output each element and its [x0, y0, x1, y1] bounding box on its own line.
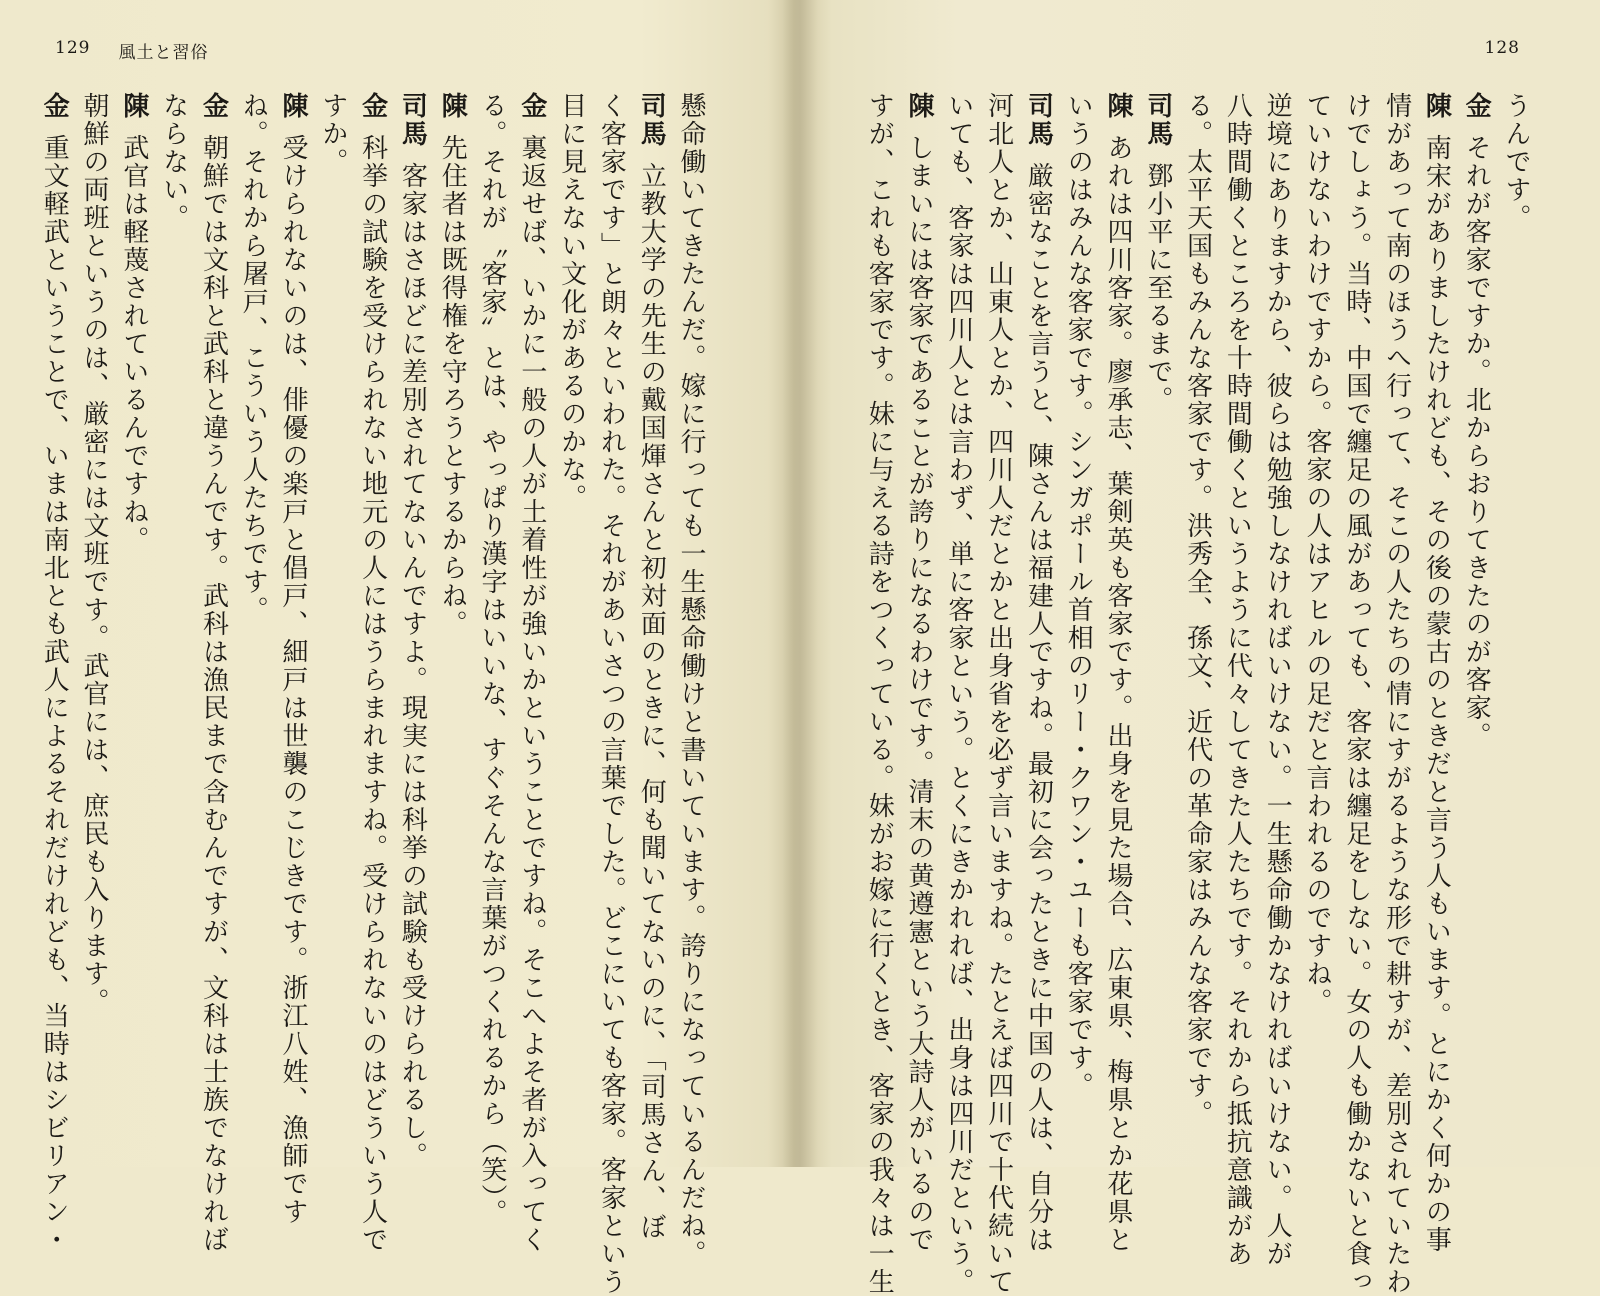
speaker-label: 司馬 — [1023, 92, 1054, 148]
speaker-label: 司馬 — [636, 92, 667, 148]
text-line — [113, 92, 153, 1147]
speaker-label: 司馬 — [1142, 92, 1173, 148]
line-text: 朝鮮では文科と武科と違うんです。武科は漁民まで含むんですが、文科は士族でなければ — [198, 134, 229, 1254]
speaker-label: 陳 — [1421, 92, 1452, 120]
text-line — [630, 92, 670, 1241]
text-line — [551, 92, 591, 1147]
text-line — [670, 92, 710, 1268]
line-text: 懸命働いてきたんだ。嫁に行っても一生懸命働けと書いています。誇りになっているんだね。 — [676, 92, 706, 1268]
line-text: けでしょう。当時、中国で纏足の風があっても、客家は纏足をしない。女の人も働かないと食っ — [1341, 92, 1372, 1296]
text-line — [193, 92, 233, 1254]
speaker-label: 金 — [357, 92, 388, 120]
line-text: 南宋がありましたけれども、その後の蒙古のときだと言う人もいます。とにかく何かの事 — [1421, 134, 1452, 1254]
text-line — [1217, 92, 1257, 1268]
text-line — [978, 92, 1018, 1296]
text-line — [471, 92, 511, 1227]
line-text: 目に見えない文化があるのかな。 — [556, 92, 587, 512]
speaker-label: 司馬 — [397, 92, 428, 148]
text-line — [232, 92, 272, 1147]
text-line — [591, 92, 631, 1296]
line-text: 逆境にありますから、彼らは勉強しなければいけない。一生懸命働かなければいけない。人が — [1262, 92, 1293, 1268]
speaker-label: 金 — [198, 92, 229, 120]
text-line — [1336, 92, 1376, 1296]
speaker-label: 陳 — [278, 92, 309, 120]
line-text: うんです。 — [1501, 92, 1531, 232]
text-line — [392, 92, 432, 1170]
text-line — [312, 92, 352, 1147]
running-title: 風土と習俗 — [118, 43, 209, 63]
text-line — [1376, 92, 1416, 1296]
line-text: しまいには客家であることが誇りになるわけです。清末の黄遵憲という大詩人がいるので — [904, 134, 935, 1254]
right-page-number: 128 — [1484, 38, 1520, 58]
text-line — [898, 92, 938, 1254]
line-text: いうのはみんな客家です。シンガポール首相のリー・クワン・ユーも客家です。 — [1063, 92, 1094, 1100]
line-text: すが、これも客家です。妹に与える詩をつくっている。妹がお嫁に行くとき、客家の我々は一生 — [864, 92, 895, 1296]
line-text: いても、客家は四川人とは言わず、単に客家という。とくにきかれれば、出身は四川だという。 — [943, 92, 974, 1296]
line-text: 厳密なことを言うと、陳さんは福建人ですね。最初に会ったときに中国の人は、自分は — [1023, 162, 1054, 1254]
speaker-label: 金 — [1461, 92, 1492, 120]
text-line — [1137, 92, 1177, 1147]
left-page — [0, 0, 790, 1296]
text-line — [1177, 92, 1217, 1147]
right-page-body — [850, 92, 1535, 1296]
line-text: 武官は軽蔑されているんですね。 — [118, 134, 149, 554]
line-text: すか。 — [317, 92, 348, 176]
line-text: ね。それから屠戸、こういう人たちです。 — [238, 92, 269, 624]
line-text: あれは四川客家。廖承志、葉剣英も客家です。出身を見た場合、広東県、梅県とか花県と — [1103, 134, 1134, 1254]
text-line — [1097, 92, 1137, 1254]
line-text: 立教大学の先生の戴国煇さんと初対面のときに、何も聞いてないのに、「司馬さん、ぼ — [636, 162, 667, 1241]
speaker-label: 陳 — [904, 92, 935, 120]
speaker-label: 陳 — [118, 92, 149, 120]
line-text: それが客家ですか。北からおりてきたのが客家。 — [1461, 134, 1492, 750]
line-text: ならない。 — [158, 92, 189, 232]
text-line — [153, 92, 193, 1147]
text-line — [1495, 92, 1535, 1147]
text-line — [272, 92, 312, 1226]
right-page-header — [1485, 38, 1520, 58]
line-text: 重文軽武ということで、いまは南北とも武人によるそれだけれども、当時はシビリアン・ — [39, 134, 70, 1254]
text-line — [938, 92, 978, 1296]
text-line — [1416, 92, 1456, 1254]
text-line — [73, 92, 113, 1147]
left-page-body — [39, 92, 710, 1296]
line-text: 鄧小平に至るまで。 — [1142, 162, 1173, 414]
line-text: 朝鮮の両班というのは、厳密には文班です。武官には、庶民も入ります。 — [79, 92, 110, 1016]
left-page-header — [55, 38, 208, 63]
line-text: 裏返せば、いかに一般の人が土着性が強いかということですね。そこへよそ者が入ってく — [516, 134, 547, 1254]
line-text: る。太平天国もみんな客家です。洪秀全、孫文、近代の革命家はみんな客家です。 — [1182, 92, 1213, 1128]
line-text: 受けられないのは、俳優の楽戸と倡戸、細戸は世襲のこじきです。浙江八姓、漁師です — [278, 134, 309, 1226]
speaker-label: 陳 — [1103, 92, 1134, 120]
line-text: 先住者は既得権を守ろうとするからね。 — [437, 134, 468, 638]
line-text: 八時間働くところを十時間働くというように代々してきた人たちです。それから抵抗意識があ — [1222, 92, 1253, 1268]
speaker-label: 陳 — [437, 92, 468, 120]
text-line — [431, 92, 471, 1147]
text-line — [1256, 92, 1296, 1268]
text-line — [33, 92, 73, 1254]
line-text: く客家です」と朗々といわれた。それがあいさつの言葉でした。どこにいても客家。客家という — [596, 92, 627, 1296]
text-line — [1296, 92, 1336, 1147]
line-text: る。それが〝客家〟とは、やっぱり漢字はいいな、すぐそんな言葉がつくれるから（笑）。 — [477, 92, 508, 1227]
text-line — [511, 92, 551, 1254]
line-text: 河北人とか、山東人とか、四川人だとかと出身省を必ず言いますね。たとえば四川で十代続いて — [983, 92, 1014, 1296]
line-text: 情があって南のほうへ行って、そこの人たちの情にすがるような形で耕すが、差別されていたわ — [1381, 92, 1412, 1296]
line-text: 科挙の試験を受けられない地元の人にはうらまれますね。受けられないのはどういう人で — [357, 134, 388, 1254]
speaker-label: 金 — [39, 92, 70, 120]
line-text: 客家はさほどに差別されてないんですよ。現実には科挙の試験も受けられるし。 — [397, 162, 428, 1170]
text-line — [1455, 92, 1495, 1147]
text-line — [352, 92, 392, 1254]
line-text: ていけないわけですから。客家の人はアヒルの足だと言われるのですね。 — [1302, 92, 1333, 1016]
text-line — [858, 92, 898, 1296]
speaker-label: 金 — [516, 92, 547, 120]
right-page — [810, 0, 1600, 1296]
text-line — [1057, 92, 1097, 1147]
left-page-number: 129 — [55, 38, 91, 58]
text-line — [1018, 92, 1058, 1254]
